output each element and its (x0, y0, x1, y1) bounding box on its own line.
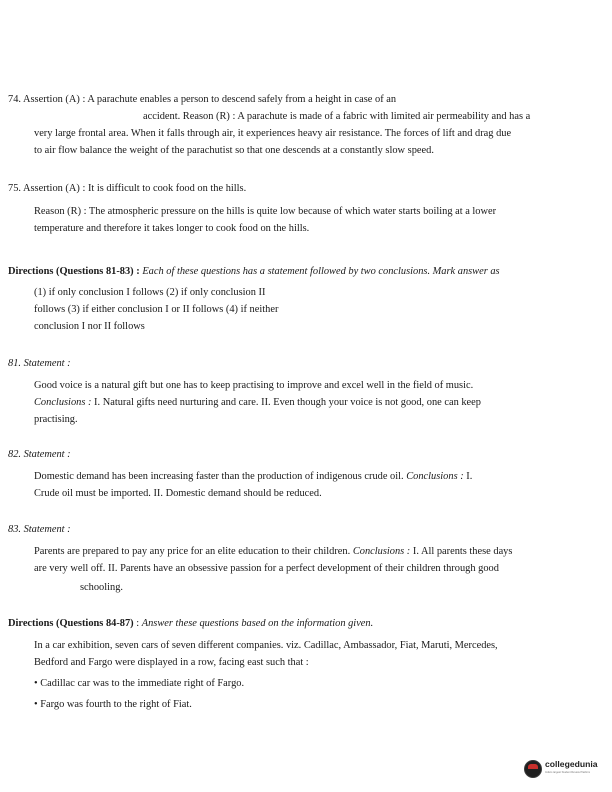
directions-84-87-label: Directions (Questions 84-87) (8, 618, 134, 629)
directions-81-83-instruction: Each of these questions has a statement followed by two conclusions. Mark answer as (142, 266, 500, 277)
q81-conclusions-text: I. Natural gifts need nurturing and care. II. Even though your voice is not good, one can keep (91, 397, 481, 408)
answer-option-line-1: (1) if only conclusion I follows (2) if only conclusion II (34, 287, 266, 298)
q82-heading-label: 82. Statement : (8, 449, 71, 460)
directions-81-83-line (8, 263, 500, 280)
q83-conclusions-line-2: schooling. (80, 582, 124, 593)
q82-statement-text: Domestic demand has been increasing faster than the production of indigenous crude oil. (34, 471, 404, 482)
q83-conclusions-label: Conclusions : (352, 546, 411, 557)
q81-conclusions-label: Conclusions : (34, 397, 92, 408)
car-exhibition-line-2: Bedford and Fargo were displayed in a row, facing east such that : (34, 657, 309, 668)
q82-conclusions-line: Crude oil must be imported. II. Domestic demand should be reduced. (34, 488, 322, 499)
clue-bullet-2 (34, 696, 192, 713)
q82-conclusions-label: Conclusions : (406, 471, 464, 482)
q81-statement-line: Good voice is a natural gift but one has to keep practising to improve and excel well in the field of music. (34, 380, 474, 391)
bullet-icon: • (34, 678, 41, 689)
q83-statement-text: Parents are prepared to pay any price for an elite education to their children. (34, 546, 351, 557)
clue-text-2: Fargo was fourth to the right of Fiat. (40, 699, 192, 710)
q81-conclusions-line-2: practising. (34, 414, 78, 425)
logo-mascot-icon (524, 760, 542, 778)
car-exhibition-line-1: In a car exhibition, seven cars of seven different companies. viz. Cadillac, Ambassador, Fiat, Maruti, Mercedes, (34, 640, 498, 651)
q83-conclusion-start: I. All parents these days (410, 546, 513, 557)
q81-heading-label: 81. Statement : (8, 358, 71, 369)
q74-reason-line: accident. Reason (R) : A parachute is made of a fabric with limited air permeability and has a (143, 111, 531, 122)
q74-explanation-line-1: very large frontal area. When it falls through air, it experiences heavy air resistance. The forces of lift and drag due (34, 128, 512, 139)
collegedunia-logo (524, 758, 604, 782)
logo-brand-text: collegedunia (545, 759, 598, 769)
q75-reason-line-2: temperature and therefore it takes longer to cook food on the hills. (34, 223, 310, 234)
clue-bullet-1 (34, 675, 244, 692)
clue-text-1: Cadillac car was to the immediate right of Fargo. (40, 678, 245, 689)
q83-heading (8, 521, 71, 538)
q75-reason-line-1: Reason (R) : The atmospheric pressure on the hills is quite low because of which water starts boiling at a lower (34, 206, 497, 217)
q83-conclusions-line: are very well off. II. Parents have an obsessive passion for a perfect development of their children through good (34, 563, 499, 574)
directions-84-87-sep: : (133, 618, 142, 629)
bullet-icon: • (34, 699, 41, 710)
q75-assertion-line: 75. Assertion (A) : It is difficult to cook food on the hills. (8, 183, 247, 194)
directions-84-87-instruction: Answer these questions based on the information given. (141, 618, 374, 629)
answer-option-line-3: conclusion I nor II follows (34, 321, 145, 332)
q74-assertion-line: 74. Assertion (A) : A parachute enables a person to descend safely from a height in case of an (8, 94, 397, 105)
q81-conclusions-line (34, 394, 481, 411)
q74-explanation-line-2: to air flow balance the weight of the parachutist so that one descends at a constantly slow speed. (34, 145, 434, 156)
answer-option-line-2: follows (3) if either conclusion I or II follows (4) if neither (34, 304, 279, 315)
q82-statement-line (34, 468, 472, 485)
q82-heading (8, 446, 71, 463)
q82-conclusion-start: I. (463, 471, 473, 482)
q81-heading (8, 355, 71, 372)
directions-81-83-label: Directions (Questions 81-83) : (8, 266, 140, 277)
directions-84-87-line (8, 615, 373, 632)
q83-heading-label: 83. Statement : (8, 524, 71, 535)
logo-tagline: India's largest Student Review Platform (545, 771, 591, 774)
q83-statement-line (34, 543, 512, 560)
